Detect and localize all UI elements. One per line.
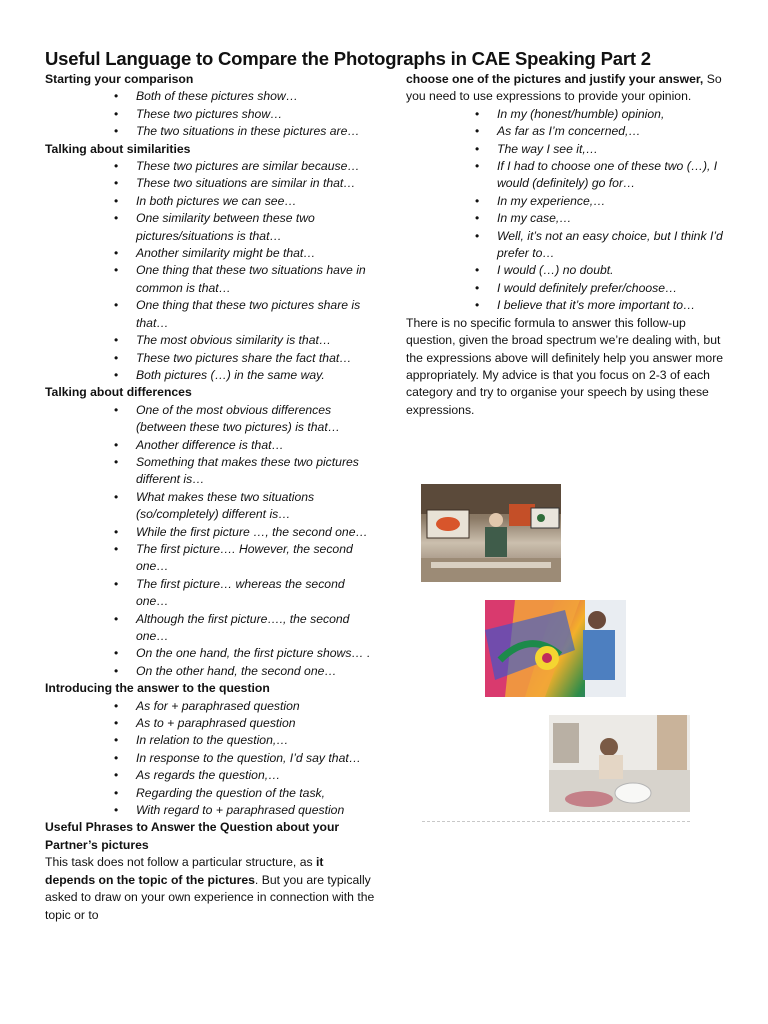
list-item: • As for + paraphrased question	[45, 698, 375, 715]
closing-paragraph: There is no specific formula to answer this follow-up question, given the broad spectrum we’re dealing with, but the expressions above will definitely help you answer more appropriately. My advice is that you focus on 2-3 of each category and try to organise your speech by using these expressions.	[406, 315, 724, 417]
list-item: • As to + paraphrased question	[45, 715, 375, 732]
right-column	[406, 71, 724, 419]
painter-at-easel-photo	[421, 484, 561, 582]
intro-bold-text: choose one of the pictures and justify your answer,	[406, 72, 704, 86]
list-item: • Although the first picture…., the second one…	[45, 611, 375, 646]
child-playing-with-paint-photo	[549, 715, 690, 812]
list-item: • These two pictures show…	[45, 106, 375, 123]
list-item: • While the first picture …, the second one…	[45, 524, 375, 541]
list-item: • The first picture…. However, the second one…	[45, 541, 375, 576]
useful-phrases-intro	[45, 854, 375, 924]
list-item: • These two pictures share the fact that…	[45, 350, 375, 367]
list-item: • Another similarity might be that…	[45, 245, 375, 262]
section-heading-similarities: Talking about similarities	[45, 141, 191, 156]
list-item: • In response to the question, I’d say that…	[45, 750, 375, 767]
list-item: • Regarding the question of the task,	[45, 785, 375, 802]
useful-phrases-intro-continued	[406, 71, 724, 106]
painter-at-easel-illustration	[421, 484, 561, 582]
section-heading-introducing: Introducing the answer to the question	[45, 681, 270, 696]
intro-text: This task does not follow a particular structure, as	[45, 855, 316, 870]
list-item: • Well, it’s not an easy choice, but I think I’d prefer to…	[406, 228, 724, 263]
list-item: • In my (honest/humble) opinion,	[406, 106, 724, 123]
list-item: • One thing that these two situations have in common is that…	[45, 262, 375, 297]
list-item: • With regard to + paraphrased question	[45, 802, 375, 819]
list-item: • Something that makes these two pictures different is…	[45, 454, 375, 489]
list-item: • In my experience,…	[406, 193, 724, 210]
list-item: • On the other hand, the second one…	[45, 663, 375, 680]
list-item: • I would (…) no doubt.	[406, 262, 724, 279]
intro-text: . But you are typically asked to draw on your own experience in connection with the topic or to	[45, 872, 375, 922]
section-heading-differences: Talking about differences	[45, 385, 192, 400]
list-item: • The most obvious similarity is that…	[45, 332, 375, 349]
list-item: • As regards the question,…	[45, 767, 375, 784]
list-item: • I would definitely prefer/choose…	[406, 280, 724, 297]
divider-line	[422, 821, 690, 822]
list-item: • These two pictures are similar because…	[45, 158, 375, 175]
opinion-list	[406, 106, 724, 315]
child-playing-illustration	[549, 715, 690, 812]
differences-list	[45, 402, 375, 681]
list-item: • The two situations in these pictures are…	[45, 123, 375, 140]
list-item: • In my case,…	[406, 210, 724, 227]
list-item: • The way I see it,…	[406, 141, 724, 158]
list-item: • One similarity between these two pictures/situations is that…	[45, 210, 375, 245]
list-item: • Both of these pictures show…	[45, 88, 375, 105]
list-item: • Both pictures (…) in the same way.	[45, 367, 375, 384]
section-heading-starting: Starting your comparison	[45, 72, 194, 86]
list-item: • I believe that it’s more important to…	[406, 297, 724, 314]
list-item: • As far as I’m concerned,…	[406, 123, 724, 140]
introducing-list	[45, 698, 375, 820]
section-heading-useful-phrases: Useful Phrases to Answer the Question about your Partner’s pictures	[45, 820, 340, 852]
similarities-list	[45, 158, 375, 384]
list-item: • Another difference is that…	[45, 437, 375, 454]
list-item: • In both pictures we can see…	[45, 193, 375, 210]
page-title: Useful Language to Compare the Photographs in CAE Speaking Part 2	[45, 48, 651, 69]
left-column	[45, 71, 375, 924]
list-item: • The first picture… whereas the second one…	[45, 576, 375, 611]
intro-text: So you need to use expressions to provide your opinion.	[406, 72, 722, 104]
list-item: • One of the most obvious differences (between these two pictures) is that…	[45, 402, 375, 437]
list-item: • If I had to choose one of these two (…), I would (definitely) go for…	[406, 158, 724, 193]
list-item: • In relation to the question,…	[45, 732, 375, 749]
list-item: • One thing that these two pictures share is that…	[45, 297, 375, 332]
list-item: • On the one hand, the first picture shows… .	[45, 645, 375, 662]
mural-painting-photo	[485, 600, 626, 697]
starting-list	[45, 88, 375, 140]
list-item: • What makes these two situations (so/completely) different is…	[45, 489, 375, 524]
mural-painting-illustration	[485, 600, 626, 697]
list-item: • These two situations are similar in that…	[45, 175, 375, 192]
intro-bold-text: it depends on the topic of the pictures	[45, 855, 324, 887]
